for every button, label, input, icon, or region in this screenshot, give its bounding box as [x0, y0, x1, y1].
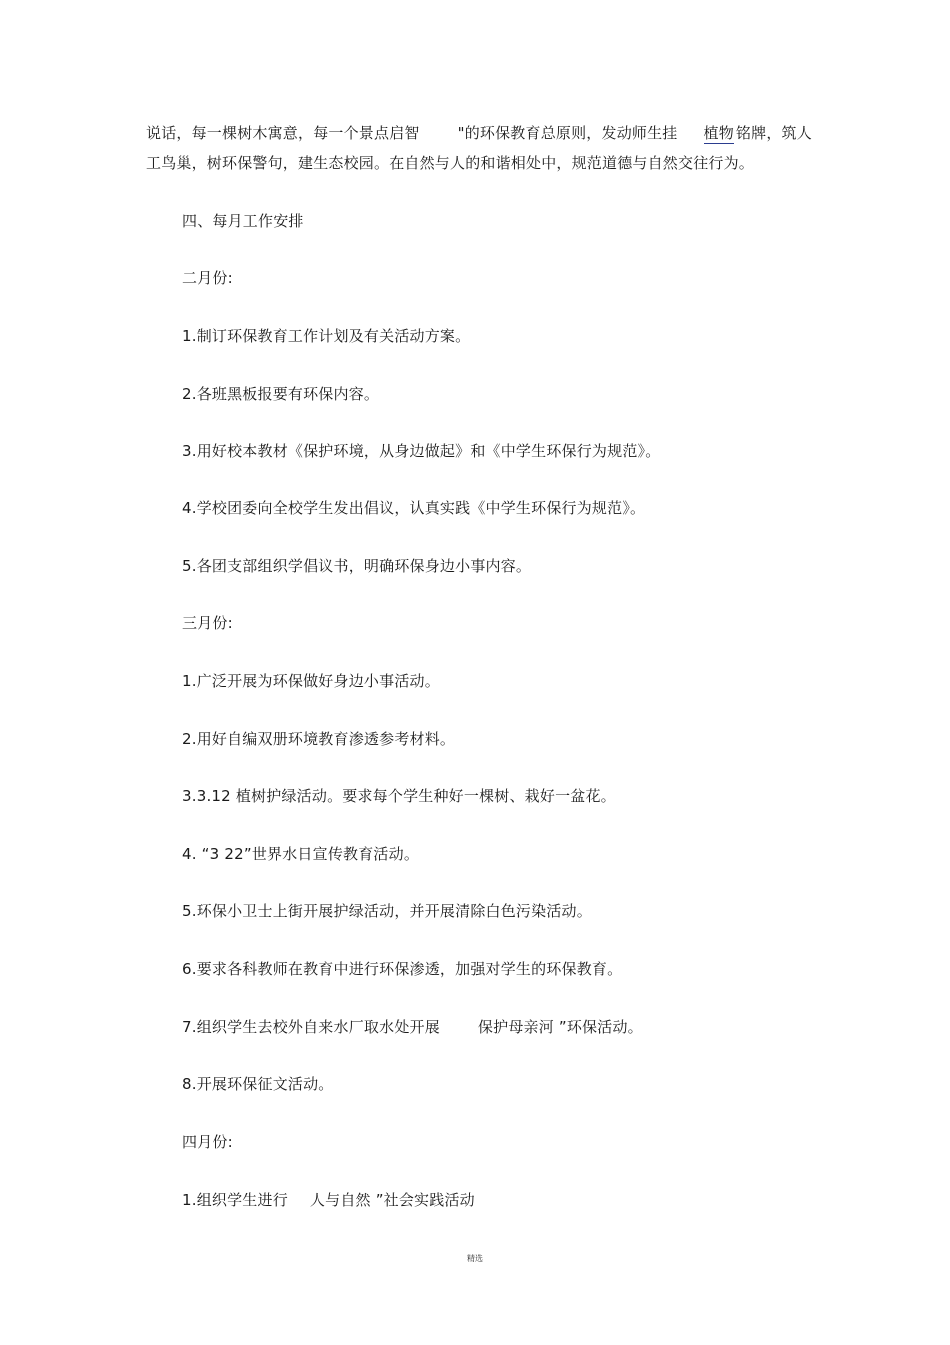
list-item: 2.各班黑板报要有环保内容。	[182, 385, 380, 403]
list-item	[182, 1190, 475, 1210]
list-item: 3.用好校本教材《保护环境，从身边做起》和《中学生环保行为规范》。	[182, 442, 661, 460]
paragraph-text: 说话，每一棵树木寓意，每一个景点启智	[146, 124, 420, 142]
list-item: 4. “3 22”世界水日宣传教育活动。	[182, 845, 420, 863]
paragraph-line-1	[146, 123, 812, 143]
list-item: 2.用好自编双册环境教育渗透参考材料。	[182, 730, 456, 748]
paragraph-text: 铭牌，筑人	[735, 124, 812, 142]
list-item: 8.开展环保征文活动。	[182, 1075, 334, 1093]
list-item: 3.3.12 植树护绿活动。要求每个学生种好一棵树、栽好一盆花。	[182, 787, 616, 805]
list-item: 4.学校团委向全校学生发出倡议，认真实践《中学生环保行为规范》。	[182, 499, 646, 517]
list-item: 5.环保小卫士上街开展护绿活动，并开展清除白色污染活动。	[182, 902, 592, 920]
paragraph-line-2: 工鸟巢，树环保警句，建生态校园。在自然与人的和谐相处中，规范道德与自然交往行为。	[146, 154, 755, 172]
list-item: 6.要求各科教师在教育中进行环保渗透，加强对学生的环保教育。	[182, 960, 623, 978]
list-item: 1.广泛开展为环保做好身边小事活动。	[182, 672, 440, 690]
month-title-mar: 三月份:	[182, 614, 233, 632]
list-item: 1.制订环保教育工作计划及有关活动方案。	[182, 327, 471, 345]
section-heading: 四、每月工作安排	[182, 212, 304, 230]
month-title-apr: 四月份:	[182, 1133, 233, 1151]
list-item	[182, 1017, 643, 1037]
plant-link[interactable]: 植物	[703, 124, 734, 142]
list-item-text: 人与自然 ”社会实践活动	[309, 1191, 475, 1209]
list-item-text: 1.组织学生进行	[182, 1191, 288, 1209]
list-item-text: 保护母亲河 ”环保活动。	[477, 1018, 643, 1036]
paragraph-text: "的环保教育总原则，发动师生挂	[457, 124, 678, 142]
month-title-feb: 二月份:	[182, 269, 233, 287]
page-footer: 精选	[467, 1254, 483, 1263]
list-item-text: 7.组织学生去校外自来水厂取水处开展	[182, 1018, 440, 1036]
list-item: 5.各团支部组织学倡议书，明确环保身边小事内容。	[182, 557, 532, 575]
